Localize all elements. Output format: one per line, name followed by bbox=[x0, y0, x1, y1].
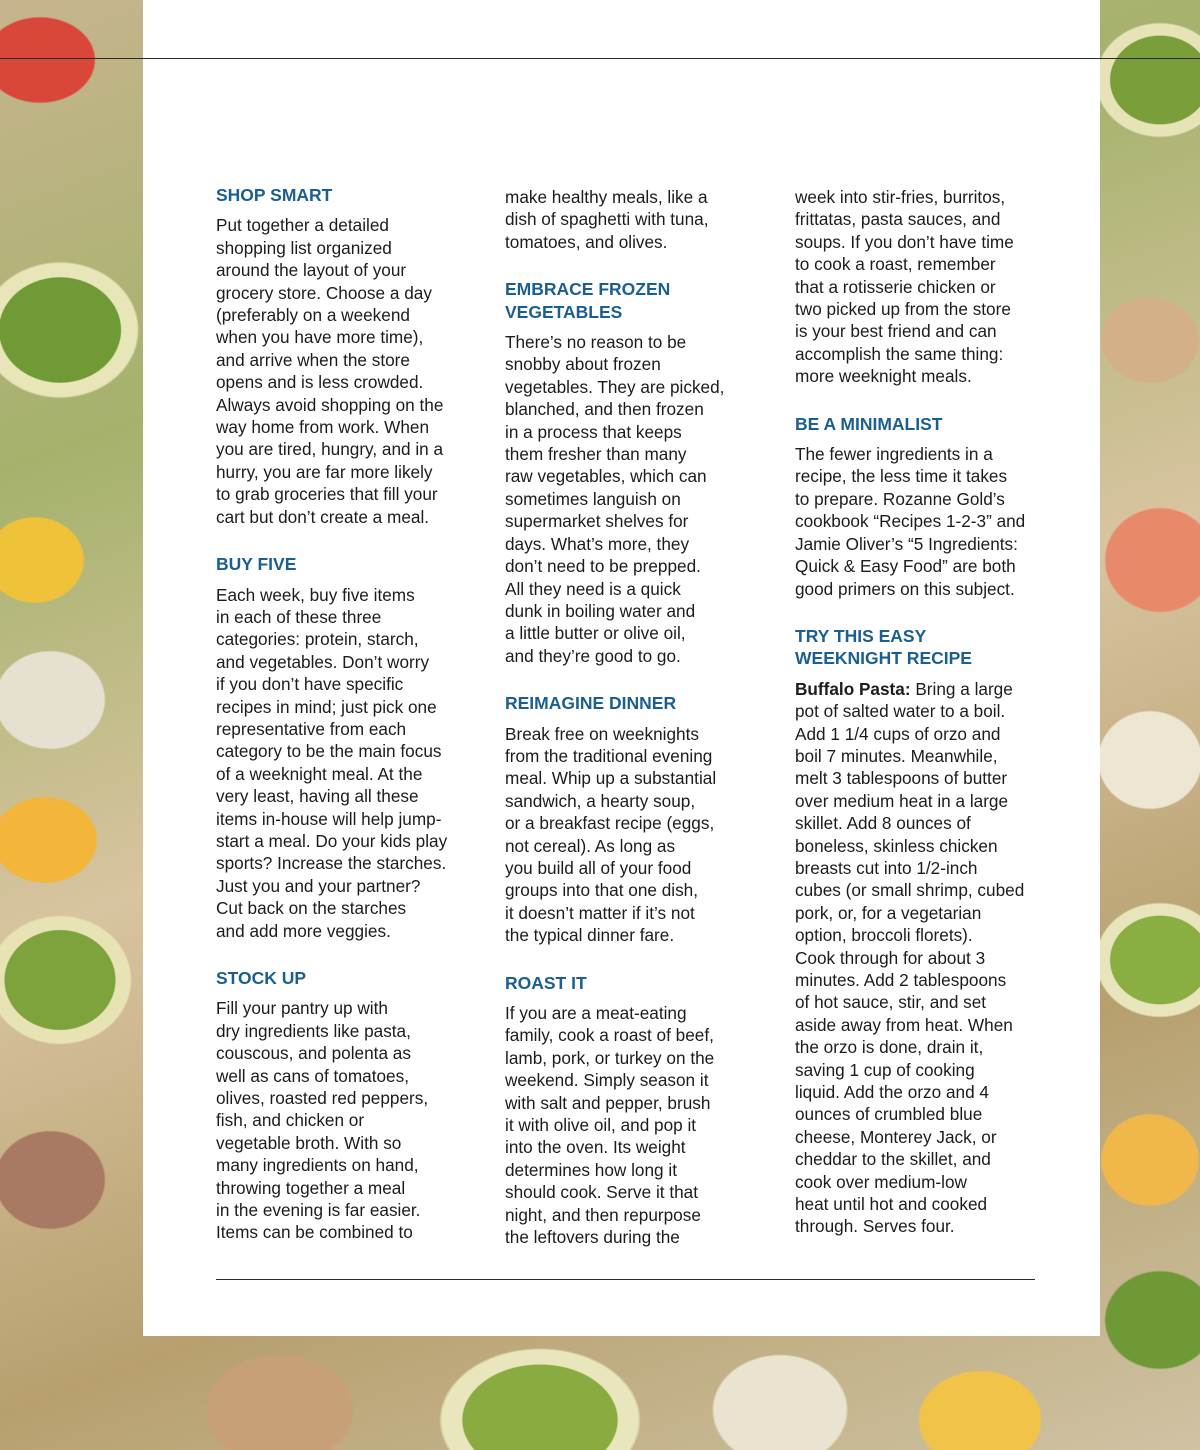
top-rule bbox=[143, 58, 1100, 59]
paragraph-stock-up: Fill your pantry up with dry ingredients like pasta, couscous, and polenta as well as cans of tomatoes, olives, roasted red peppers, fish, and chicken or vegetable broth. With so many ingredients on hand, throwing together a meal in the evening is far easier. Items can be combined to bbox=[216, 998, 429, 1243]
paragraph-continued-col3: week into stir-fries, burritos, frittatas, pasta sauces, and soups. If you don’t have time to cook a roast, remember that a rotisserie chicken or two picked up from the store is your best friend and can accomplish the same thing: more weeknight meals. bbox=[795, 187, 1014, 387]
column-1 bbox=[216, 184, 462, 1269]
column-2 bbox=[505, 186, 751, 1273]
paragraph-buy-five: Each week, buy five items in each of these three categories: protein, starch, and vegetables. Don’t worry if you don’t have specific recipes in mind; just pick one representative from each category to be the main focus of a weeknight meal. At the very least, having all these items in-house will help jump- start a meal. Do your kids play sports? Increase the starches. Just you and your partner? Cut back on the starches and add more veggies. bbox=[216, 584, 448, 941]
bottom-rule bbox=[216, 1279, 1035, 1280]
paragraph-continued-col2: make healthy meals, like a dish of spaghetti with tuna, tomatoes, and olives. bbox=[505, 187, 709, 252]
heading-stock-up: STOCK UP bbox=[216, 968, 307, 988]
column-3 bbox=[795, 186, 1041, 1263]
paragraph-embrace-frozen: There’s no reason to be snobby about frozen vegetables. They are picked, blanched, and then frozen in a process that keeps them fresher than many raw vegetables, which can sometimes languish on supermarket shelves for days. What’s more, they don’t need to be prepped. All they need is a quick dunk in boiling water and a little butter or olive oil, and they’re good to go. bbox=[505, 332, 725, 666]
paragraph-be-a-minimalist: The fewer ingredients in a recipe, the less time it takes to prepare. Rozanne Gold’s cookbook “Recipes 1-2-3” and Jamie Oliver’s “5 Ingredients: Quick & Easy Food” are both good primers on this subject. bbox=[795, 444, 1026, 599]
paragraph-reimagine-dinner: Break free on weeknights from the traditional evening meal. Whip up a substantial sandwich, a hearty soup, or a breakfast recipe (eggs, not cereal). As long as you build all of your food groups into that one dish, it doesn’t matter if it’s not the typical dinner fare. bbox=[505, 723, 717, 946]
heading-buy-five: BUY FIVE bbox=[216, 554, 297, 575]
recipe-text: Bring a large pot of salted water to a boil. Add 1 1/4 cups of orzo and boil 7 minutes. Meanwhile, melt 3 tablespoons of butter over medium heat in a large skillet. Add 8 ounces of boneless, skinless chicken breasts cut into 1/2-inch cubes (or small shrimp, cubed pork, or, for a vegetarian option, broccoli florets). Cook through for about 3 minutes. Add 2 tablespoons of hot sauce, stir, and set aside away from heat. When the orzo is done, drain it, saving 1 cup of cooking liquid. Add the orzo and 4 ounces of crumbled blue cheese, Monterey Jack, or cheddar to the skillet, and cook over medium-low heat until hot and cooked through. Serves four. bbox=[795, 678, 1025, 1237]
recipe-name: Buffalo Pasta: bbox=[795, 678, 911, 699]
heading-easy-recipe: TRY THIS EASY WEEKNIGHT RECIPE bbox=[795, 625, 972, 669]
paragraph-shop-smart: Put together a detailed shopping list organized around the layout of your grocery store. Choose a day (preferably on a weekend when you have more time), and arrive when the store opens and is less crowded. Always avoid shopping on the way home from work. When you are tired, hungry, and in a hurry, you are far more likely to grab groceries that fill your cart but don’t create a meal. bbox=[216, 215, 444, 527]
heading-be-a-minimalist: BE A MINIMALIST bbox=[795, 413, 943, 434]
paragraph-easy-recipe bbox=[795, 678, 1041, 1238]
top-rule-right bbox=[1100, 58, 1200, 59]
paragraph-roast-it: If you are a meat-eating family, cook a roast of beef, lamb, pork, or turkey on the weekend. Simply season it with salt and pepper, brush it with olive oil, and pop it into the oven. Its weight determines how long it should cook. Serve it that night, and then repurpose the leftovers during the bbox=[505, 1003, 715, 1248]
heading-reimagine-dinner: REIMAGINE DINNER bbox=[505, 693, 677, 714]
top-rule-left bbox=[0, 58, 143, 59]
heading-embrace-frozen: EMBRACE FROZEN VEGETABLES bbox=[505, 279, 671, 322]
article-panel bbox=[143, 0, 1100, 1336]
heading-roast-it: ROAST IT bbox=[505, 972, 587, 993]
heading-shop-smart: SHOP SMART bbox=[216, 185, 333, 205]
